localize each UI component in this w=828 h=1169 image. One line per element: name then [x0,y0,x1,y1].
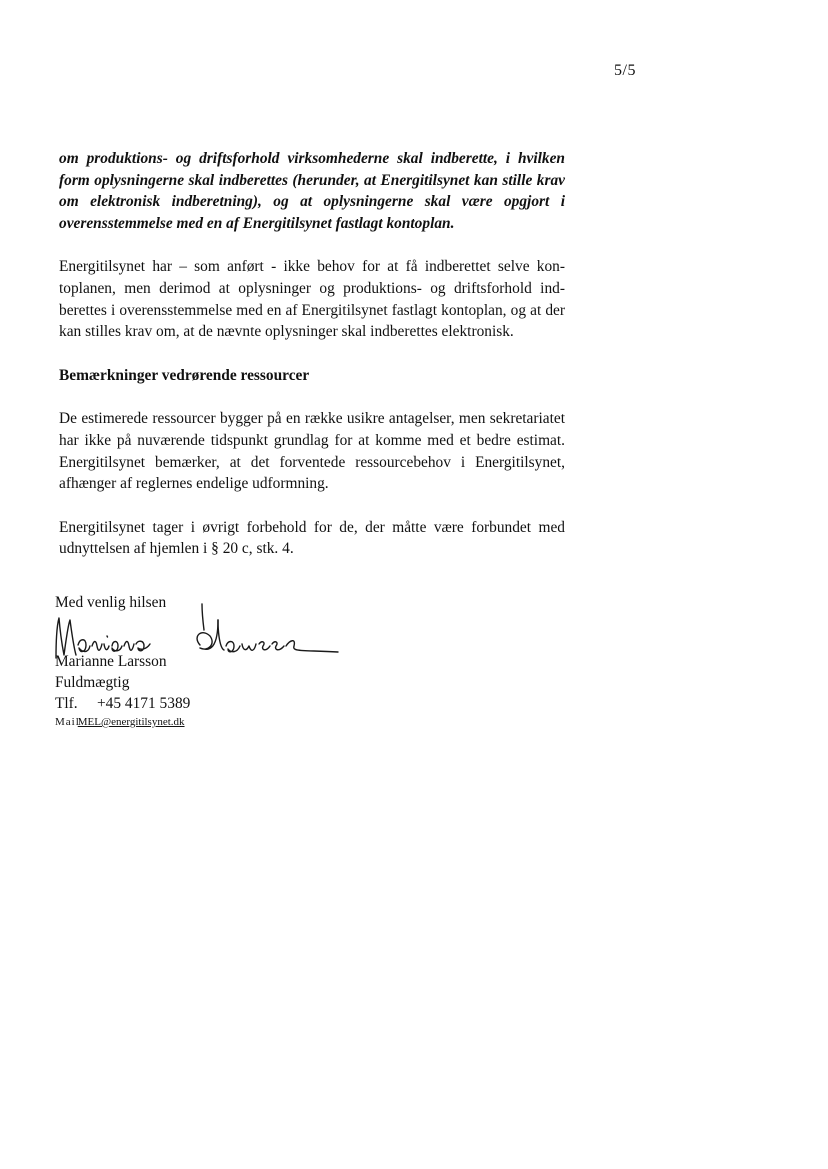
paragraph-reservation: Energitilsynet tager i øvrigt forbehold for de, der måtte være forbundet med udnyttelsen af hjemlen i § 20 c, stk. 4. [59,518,565,558]
mail-row [55,715,190,729]
signer-title: Fuldmægtig [55,674,130,691]
phone-label: Tlf. [55,695,78,712]
email-link[interactable]: MEL@energitilsynet.dk [77,716,185,728]
phone-row [55,693,190,714]
page-number: 5/5 [614,62,636,79]
section-heading-resources: Bemærkninger vedrørende ressourcer [59,366,310,384]
paragraph-account-plan: Energitilsynet har – som anført - ikke behov for at få indberettet selve kontoplanen, men derimod at oplysninger og produktions- og driftsforhold indberettes i overensstemmelse med en af Energitilsynet fastlagt kontoplan, og at der kan stilles krav om, at de nævnte oplysninger skal indberettes elektronisk. [59,258,565,341]
phone-number: +45 4171 5389 [97,695,191,712]
signature-block [55,651,190,729]
paragraph-quote: om produktions- og driftsforhold virksomhederne skal indberette, i hvilken form oplysningerne skal indberettes (herunder, at Energitilsynet kan stille krav om elektronisk indberetning), og at oplysningerne skal være opgjort i overensstemmelse med en af Energitilsynet fastlagt kontoplan. [59,150,565,232]
letter-body [59,148,565,560]
closing-greeting: Med venlig hilsen [55,594,167,611]
signer-name: Marianne Larsson [55,653,167,670]
paragraph-resources: De estimerede ressourcer bygger på en række usikre antagelser, men sekretariatet har ikke på nuværende tidspunkt grundlag for at komme med et bedre estimat. Energitilsynet bemærker, at det forventede ressourcebehov i Energitilsynet, afhænger af reglernes endelige udformning. [59,410,565,493]
mail-label: Mail [55,716,80,728]
